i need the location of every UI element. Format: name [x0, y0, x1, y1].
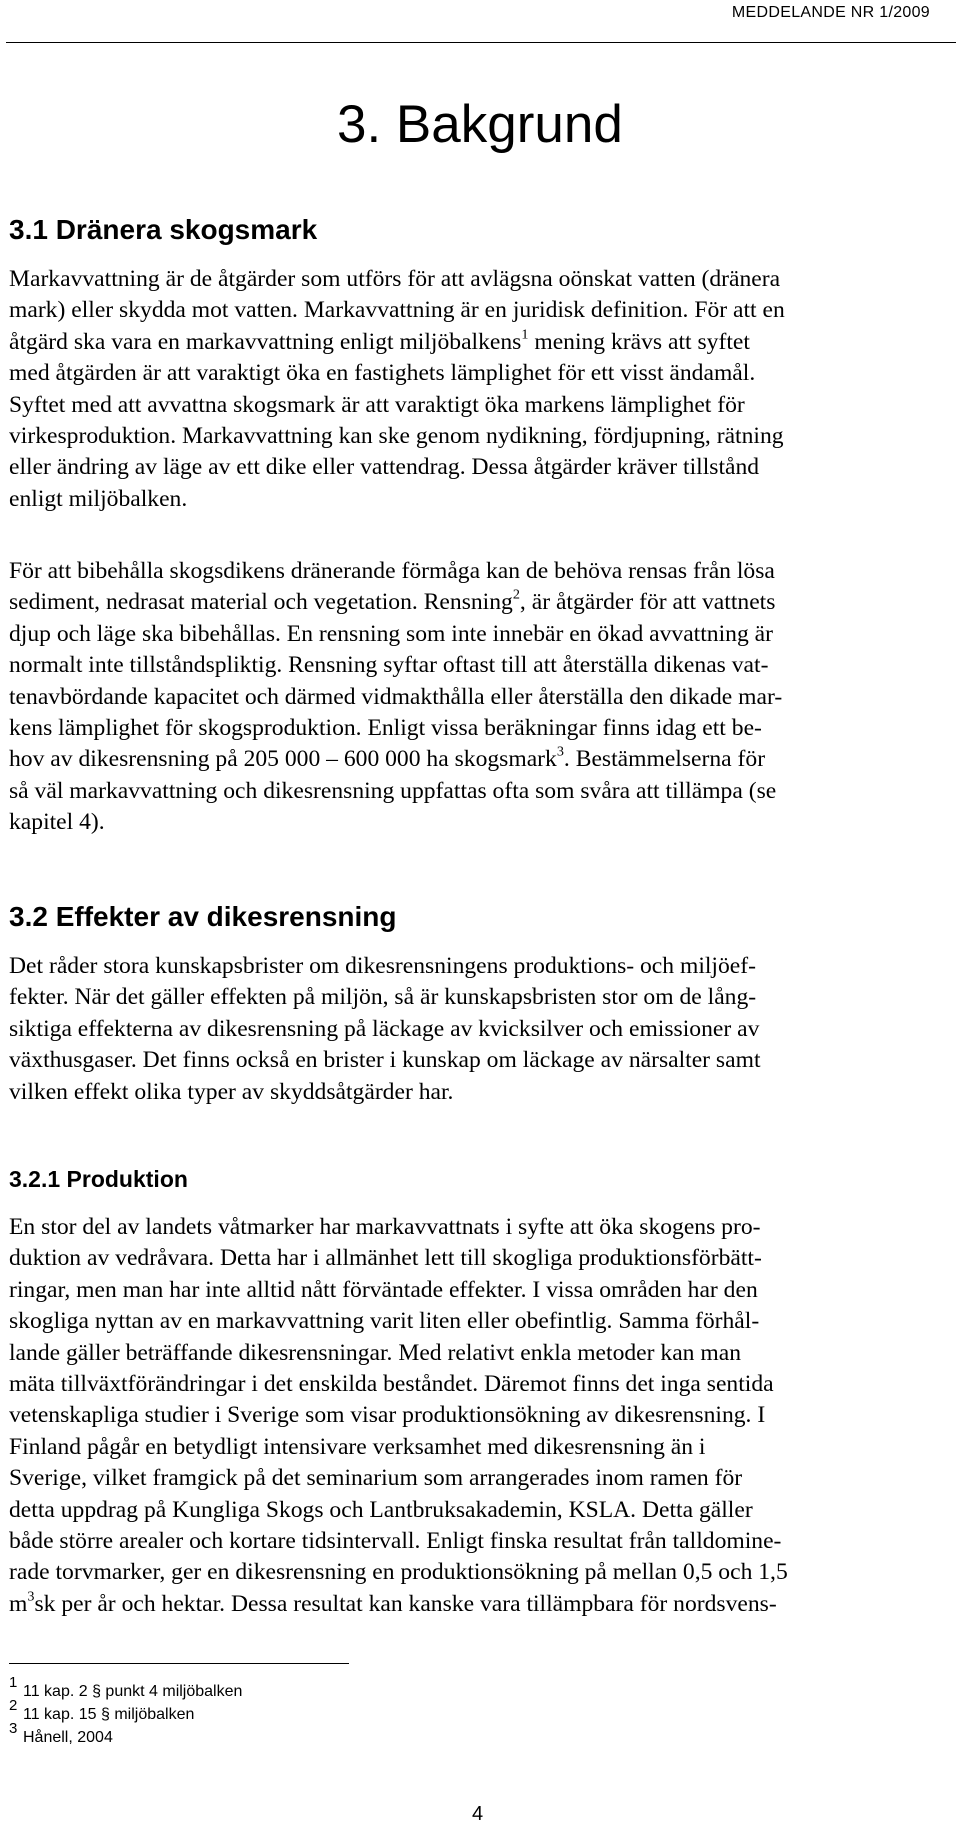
paragraph-3-1-b [9, 556, 949, 839]
footnote-2 [9, 1697, 195, 1723]
text-line: fekter. När det gäller effekten på miljön, så är kunskapsbristen stor om de lång- [9, 984, 757, 1011]
text-line: kens lämplighet för skogsproduktion. Enligt vissa beräkningar finns idag ett be- [9, 715, 762, 742]
text-line: virkesproduktion. Markavvattning kan ske genom nydikning, fördjupning, rätning [9, 423, 784, 450]
footnote-number: 3 [9, 1720, 18, 1737]
text-line: med åtgärden är att varaktigt öka en fastighets lämplighet för ett visst ändamål. [9, 360, 756, 387]
header-rule [6, 42, 956, 43]
text-line [9, 587, 949, 618]
text-line: rade torvmarker, ger en dikesrensning en produktionsökning på mellan 0,5 och 1,5 [9, 1559, 788, 1586]
footnote-text: 11 kap. 15 § miljöbalken [23, 1706, 195, 1723]
superscript-three: 3 [27, 1588, 35, 1605]
footnote-3 [9, 1720, 113, 1746]
text-line: kapitel 4). [9, 809, 105, 836]
text-line: vilken effekt olika typer av skyddsåtgärder har. [9, 1078, 454, 1105]
page-number: 4 [472, 1803, 484, 1825]
text-segment: hov av dikesrensning på 205 000 – 600 000 ha skogsmark [9, 746, 557, 773]
text-line: växthusgaser. Det finns också en brister i kunskap om läckage av närsalter samt [9, 1047, 761, 1074]
footnote-text: Hånell, 2004 [23, 1729, 113, 1746]
text-line: Det råder stora kunskapsbrister om dikesrensningens produktions- och miljöef- [9, 953, 756, 979]
footnote-separator [9, 1663, 349, 1664]
footnote-1 [9, 1674, 243, 1700]
text-segment: åtgärd ska vara en markavvattning enligt miljöbalkens [9, 328, 522, 355]
text-line: mark) eller skydda mot vatten. Markavvattning är en juridisk definition. För att en [9, 297, 785, 324]
running-header: MEDDELANDE NR 1/2009 [731, 4, 930, 21]
text-line: Sverige, vilket framgick på det seminarium som arrangerades inom ramen för [9, 1465, 743, 1492]
section-heading-3-2: 3.2 Effekter av dikesrensning [9, 901, 397, 932]
text-line: En stor del av landets våtmarker har markavvattnats i syfte att öka skogens pro- [9, 1214, 761, 1240]
text-line: ringar, men man har inte alltid nått förväntade effekter. I vissa områden har den [9, 1276, 758, 1303]
footnote-ref-2[interactable]: 2 [512, 586, 520, 603]
chapter-title: 3. Bakgrund [337, 95, 623, 154]
text-segment: sk per år och hektar. Dessa resultat kan kanske vara tillämpbara för nordsvens- [34, 1590, 777, 1617]
text-segment: mening krävs att syftet [528, 328, 750, 355]
paragraph-3-2 [9, 951, 949, 1108]
text-line [9, 1589, 949, 1620]
section-heading-3-1: 3.1 Dränera skogsmark [9, 214, 318, 245]
footnote-number: 2 [9, 1697, 18, 1714]
text-line: normalt inte tillståndspliktig. Rensning syftar oftast till att återställa dikenas vat- [9, 652, 769, 679]
text-line: För att bibehålla skogsdikens dränerande förmåga kan de behöva rensas från lösa [9, 558, 775, 584]
text-line: Finland pågår en betydligt intensivare verksamhet med dikesrensning än i [9, 1433, 706, 1460]
text-line: duktion av vedråvara. Detta har i allmänhet lett till skogliga produktionsförbätt- [9, 1245, 762, 1272]
text-line [9, 327, 949, 358]
text-line: detta uppdrag på Kungliga Skogs och Lantbruksakademin, KSLA. Detta gäller [9, 1496, 753, 1523]
text-line: mäta tillväxtförändringar i det enskilda beståndet. Däremot finns det inga sentida [9, 1371, 774, 1398]
section-heading-3-2-1: 3.2.1 Produktion [9, 1166, 188, 1192]
paragraph-3-1-a [9, 264, 949, 515]
text-line: Syftet med att avvattna skogsmark är att varaktigt öka markens lämplighet för [9, 391, 745, 418]
text-line: enligt miljöbalken. [9, 485, 188, 512]
text-line: lande gäller beträffande dikesrensningar. Med relativt enkla metoder kan man [9, 1339, 741, 1366]
footnote-number: 1 [9, 1674, 18, 1691]
text-line: så väl markavvattning och dikesrensning uppfattas ofta som svåra att tillämpa (se [9, 777, 777, 804]
footnote-text: 11 kap. 2 § punkt 4 miljöbalken [23, 1683, 243, 1700]
text-line: Markavvattning är de åtgärder som utförs för att avlägsna oönskat vatten (dränera [9, 266, 781, 292]
paragraph-3-2-1 [9, 1212, 949, 1620]
footnote-ref-3[interactable]: 3 [556, 743, 564, 760]
text-line: siktiga effekterna av dikesrensning på läckage av kvicksilver och emissioner av [9, 1015, 760, 1042]
text-line: tenavbördande kapacitet och därmed vidmakthålla eller återställa den dikade mar- [9, 683, 783, 710]
text-line: vetenskapliga studier i Sverige som visar produktionsökning av dikesrensning. I [9, 1402, 766, 1429]
text-line: djup och läge ska bibehållas. En rensning som inte innebär en ökad avvattning är [9, 620, 773, 647]
footnote-ref-1[interactable]: 1 [521, 326, 529, 343]
text-line [9, 744, 949, 775]
text-line: skogliga nyttan av en markavvattning varit liten eller obefintlig. Samma förhål- [9, 1308, 760, 1335]
text-line: både större arealer och kortare tidsintervall. Enligt finska resultat från talldomine- [9, 1528, 782, 1555]
text-segment: , är åtgärder för att vattnets [519, 589, 776, 616]
text-segment: . Bestämmelserna för [563, 746, 766, 773]
text-segment: sediment, nedrasat material och vegetation. Rensning [9, 589, 513, 616]
text-line: eller ändring av läge av ett dike eller vattendrag. Dessa åtgärder kräver tillstånd [9, 454, 760, 481]
text-segment: m [9, 1590, 28, 1617]
